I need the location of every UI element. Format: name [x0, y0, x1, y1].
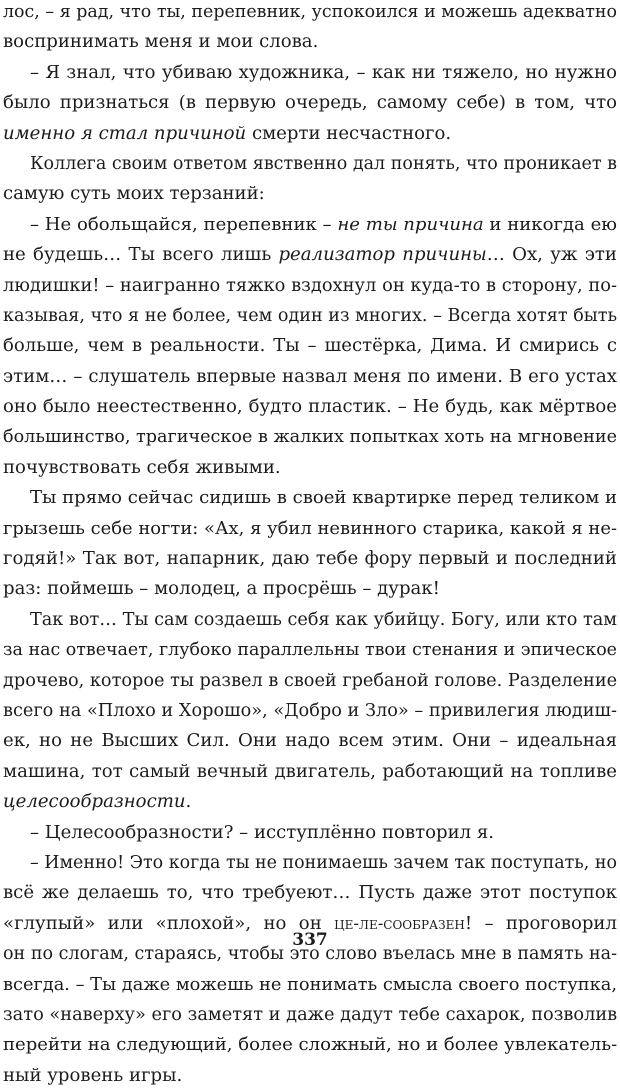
text-line — [3, 514, 617, 544]
text-span: перейти на следующий, более сложный, но и более увлекатель- — [3, 1034, 618, 1056]
text-line — [3, 1030, 617, 1060]
text-line — [3, 848, 617, 878]
text-span: всего на «Плохо и Хорошо», «Добро и Зло» – привилегия людиш- — [3, 700, 617, 721]
italic-span: целесообразности — [3, 791, 186, 813]
italic-span: реализатор причины — [278, 244, 487, 266]
text-span: ный уровень игры. — [3, 1064, 183, 1086]
text-span: казывая, что я не более, чем один из многих. – Всегда хотят быть — [3, 305, 617, 326]
text-line — [3, 757, 617, 787]
text-line — [3, 240, 617, 270]
text-span: машина, тот самый вечный двигатель, работающий на топливе — [3, 760, 617, 782]
text-span: . — [185, 791, 192, 813]
text-span: было признаться (в первую очередь, самому себе) в том, что — [3, 92, 617, 114]
text-line — [3, 362, 617, 392]
text-line — [3, 818, 617, 848]
text-line — [3, 1061, 617, 1091]
text-span: зато «наверху» его заметят и даже дадут тебе сахарок, позволив — [3, 1004, 618, 1025]
text-span: раз: поймешь – молодец, а просрёшь – дурак! — [3, 578, 440, 600]
text-line — [3, 878, 617, 908]
italic-span: именно я стал причиной — [3, 122, 247, 144]
text-span: почувствовать себя живыми. — [3, 456, 281, 478]
text-span: – Целесообразности? – исступлённо повторил я. — [30, 821, 495, 843]
text-span: – Именно! Это когда ты не понимаешь зачем так поступать, но — [30, 852, 617, 873]
text-line — [3, 483, 617, 513]
text-line — [3, 453, 617, 483]
text-span: дрочево, которое ты развел в своей гребаной голове. Разделение — [3, 670, 618, 691]
text-line — [3, 635, 617, 665]
text-line — [3, 210, 617, 240]
text-line — [3, 696, 617, 726]
text-span: всегда. – Ты даже можешь не понимать смысла своего поступка, — [3, 974, 617, 995]
text-span: – Я знал, что убиваю художника, – как ни тяжело, но нужно — [30, 61, 617, 83]
text-span: и никогда ею — [483, 213, 617, 235]
text-span: этим… – слушатель впервые назвал меня по имени. В его устах — [3, 365, 617, 387]
text-line — [3, 392, 617, 422]
text-span: годяй!» Так вот, напарник, даю тебе фору первый и последний — [3, 548, 617, 570]
text-line — [3, 726, 617, 756]
text-span: не будешь… Ты всего лишь — [3, 244, 279, 266]
text-span: Коллега своим ответом явственно дал понять, что проникает в — [30, 153, 617, 174]
text-span: … Ох, уж эти — [486, 244, 617, 266]
text-line — [3, 119, 617, 149]
text-span: смерти несчастного. — [246, 122, 452, 144]
text-line — [3, 422, 617, 452]
text-line — [3, 149, 617, 179]
text-span: людишки! – наигранно тяжко вздохнул он куда-то в сторону, по- — [3, 274, 617, 296]
small-caps-span: це-ле-сообразен — [334, 913, 465, 933]
text-line — [3, 27, 617, 57]
page-number: 337 — [292, 930, 328, 950]
text-line — [3, 271, 617, 301]
text-line — [3, 666, 617, 696]
text-span: воспринимать меня и мои слова. — [3, 31, 319, 53]
text-line — [3, 787, 617, 817]
text-span: – Не обольщайся, перепевник – — [30, 213, 338, 235]
text-line — [3, 331, 617, 361]
text-span: всё же делаешь то, что требуеют… Пусть даже этот поступок — [3, 882, 617, 904]
text-span: самую суть моих терзаний: — [3, 183, 265, 205]
text-line — [3, 970, 617, 1000]
text-line — [3, 88, 617, 118]
text-line — [3, 544, 617, 574]
italic-span: не ты причина — [337, 213, 484, 235]
text-span: Ты прямо сейчас сидишь в своей квартирке перед теликом и — [30, 487, 618, 509]
text-span: ек, но не Высших Сил. Они надо всем этим. Они – идеальная — [3, 730, 617, 752]
text-span: лос, – я рад, что ты, перепевник, успокоился и можешь адекватно — [3, 2, 617, 22]
text-line — [3, 1000, 617, 1030]
text-line — [3, 0, 617, 27]
text-line — [3, 574, 617, 604]
text-span: большинство, трагическое в жалких попытках хоть на мгновение — [3, 427, 617, 448]
text-span: оно было неестественно, будто пластик. – Не будь, как мёртвое — [3, 396, 617, 418]
text-line — [3, 605, 617, 635]
body-text — [3, 0, 617, 1091]
text-span: больше, чем в реальности. Ты – шестёрка, Дима. И смирись с — [3, 335, 617, 357]
text-span: за нас отвечает, глубоко параллельны твои стенания и эпическое — [3, 640, 617, 661]
text-span: он по слогам, стараясь, чтобы это слово въелась мне в память на- — [3, 944, 617, 965]
text-line — [3, 179, 617, 209]
text-span: Так вот… Ты сам создаешь себя как убийцу. Богу, или кто там — [30, 609, 617, 630]
text-span: грызешь себе ногти: «Ах, я убил невинного старика, какой я не- — [3, 517, 617, 539]
text-line — [3, 58, 617, 88]
text-line — [3, 301, 617, 331]
text-span: «глупый» или «плохой», но он — [3, 912, 335, 934]
text-span: ! – проговорил — [464, 912, 617, 934]
